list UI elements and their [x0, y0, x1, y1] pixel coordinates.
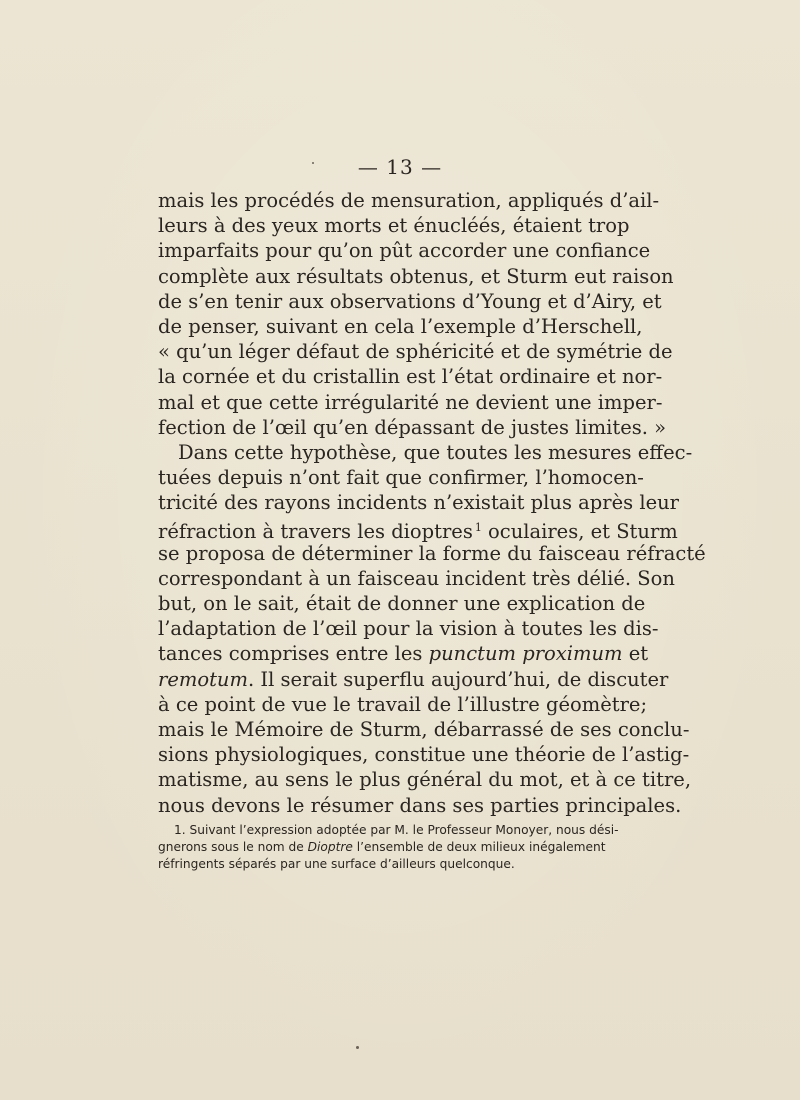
- text-line: [158, 641, 649, 666]
- text-line: [158, 490, 679, 515]
- text-line: [158, 440, 693, 465]
- text-run: réfraction à travers les dioptres: [158, 520, 473, 544]
- body-text: [158, 188, 706, 818]
- text-run: tuées depuis n’ont fait que confirmer, l’homocen-: [158, 466, 644, 490]
- text-line: [158, 591, 646, 616]
- text-run: tricité des rayons incidents n’existait plus après leur: [158, 491, 679, 515]
- text-run: et: [622, 642, 649, 666]
- text-run: correspondant à un faisceau incident très délié. Son: [158, 566, 675, 590]
- text-line: [158, 566, 675, 591]
- text-line: [158, 616, 659, 641]
- italic-text: punctum proximum: [428, 642, 623, 666]
- page-number: — 13 —: [357, 155, 443, 179]
- text-run: matisme, au sens le plus général du mot, et à ce titre,: [158, 768, 692, 792]
- text-run: de s’en tenir aux observations d’Young et d’Airy, et: [158, 289, 662, 313]
- text-run: but, on le sait, était de donner une explication de: [158, 592, 646, 615]
- text-line: [158, 238, 651, 263]
- text-run: nous devons le résumer dans ses parties principales.: [158, 793, 682, 817]
- text-line: [158, 717, 690, 742]
- text-line: [158, 515, 678, 544]
- paper-speck: [312, 162, 314, 164]
- text-line: [158, 364, 663, 389]
- text-line: [158, 767, 692, 792]
- text-line: [158, 793, 682, 818]
- paper-speck: [356, 1046, 359, 1049]
- text-run: « qu’un léger défaut de sphéricité et de symétrie de: [158, 340, 673, 364]
- footnote: [158, 822, 619, 874]
- text-run: fection de l’œil qu’en dépassant de justes limites. »: [158, 415, 667, 439]
- text-run: l’adaptation de l’œil pour la vision à toutes les dis-: [158, 617, 659, 641]
- text-line: [158, 188, 660, 213]
- text-run: imparfaits pour qu’on pût accorder une confiance: [158, 239, 651, 263]
- footnote-line: [158, 839, 606, 856]
- text-line: [158, 541, 706, 566]
- italic-text: Dioptre: [307, 840, 353, 855]
- text-run: . Il serait superflu aujourd’hui, de discuter: [247, 667, 669, 691]
- text-run: réfringents séparés par une surface d’ailleurs quelconque.: [158, 857, 515, 872]
- text-run: mais les procédés de mensuration, appliqués d’ail-: [158, 189, 660, 212]
- text-line: [158, 692, 648, 717]
- text-line: [158, 314, 643, 339]
- text-run: Dans cette hypothèse, que toutes les mesures effec-: [178, 440, 693, 464]
- text-run: la cornée et du cristallin est l’état ordinaire et nor-: [158, 365, 663, 389]
- text-run: mal et que cette irrégularité ne devient une imper-: [158, 390, 663, 414]
- text-line: [158, 339, 673, 364]
- text-run: tances comprises entre les: [158, 642, 429, 666]
- text-run: leurs à des yeux morts et énucléés, étaient trop: [158, 214, 630, 238]
- text-line: [158, 213, 630, 238]
- text-line: [158, 667, 669, 692]
- text-run: l’ensemble de deux milieux inégalement: [352, 840, 606, 855]
- text-line: [158, 465, 644, 490]
- footnote-marker: 1: [474, 521, 482, 535]
- text-line: [158, 742, 690, 767]
- text-run: 1. Suivant l’expression adoptée par M. le Professeur Monoyer, nous dési-: [174, 823, 619, 837]
- text-line: [158, 289, 662, 314]
- text-run: complète aux résultats obtenus, et Sturm eut raison: [158, 264, 674, 288]
- text-run: à ce point de vue le travail de l’illustre géomètre;: [158, 692, 648, 716]
- footnote-line: [158, 822, 619, 839]
- text-line: [158, 390, 663, 415]
- text-line: [158, 264, 674, 289]
- text-run: gnerons sous le nom de: [158, 840, 308, 855]
- text-run: sions physiologiques, constitue une théorie de l’astig-: [158, 743, 690, 767]
- text-run: mais le Mémoire de Sturm, débarrassé de ses conclu-: [158, 717, 690, 741]
- text-line: [158, 415, 667, 440]
- text-run: de penser, suivant en cela l’exemple d’Herschell,: [158, 314, 643, 338]
- text-run: oculaires, et Sturm: [481, 520, 678, 544]
- text-run: se proposa de déterminer la forme du faisceau réfracté: [158, 541, 706, 565]
- italic-text: remotum: [158, 667, 248, 691]
- footnote-line: [158, 856, 570, 873]
